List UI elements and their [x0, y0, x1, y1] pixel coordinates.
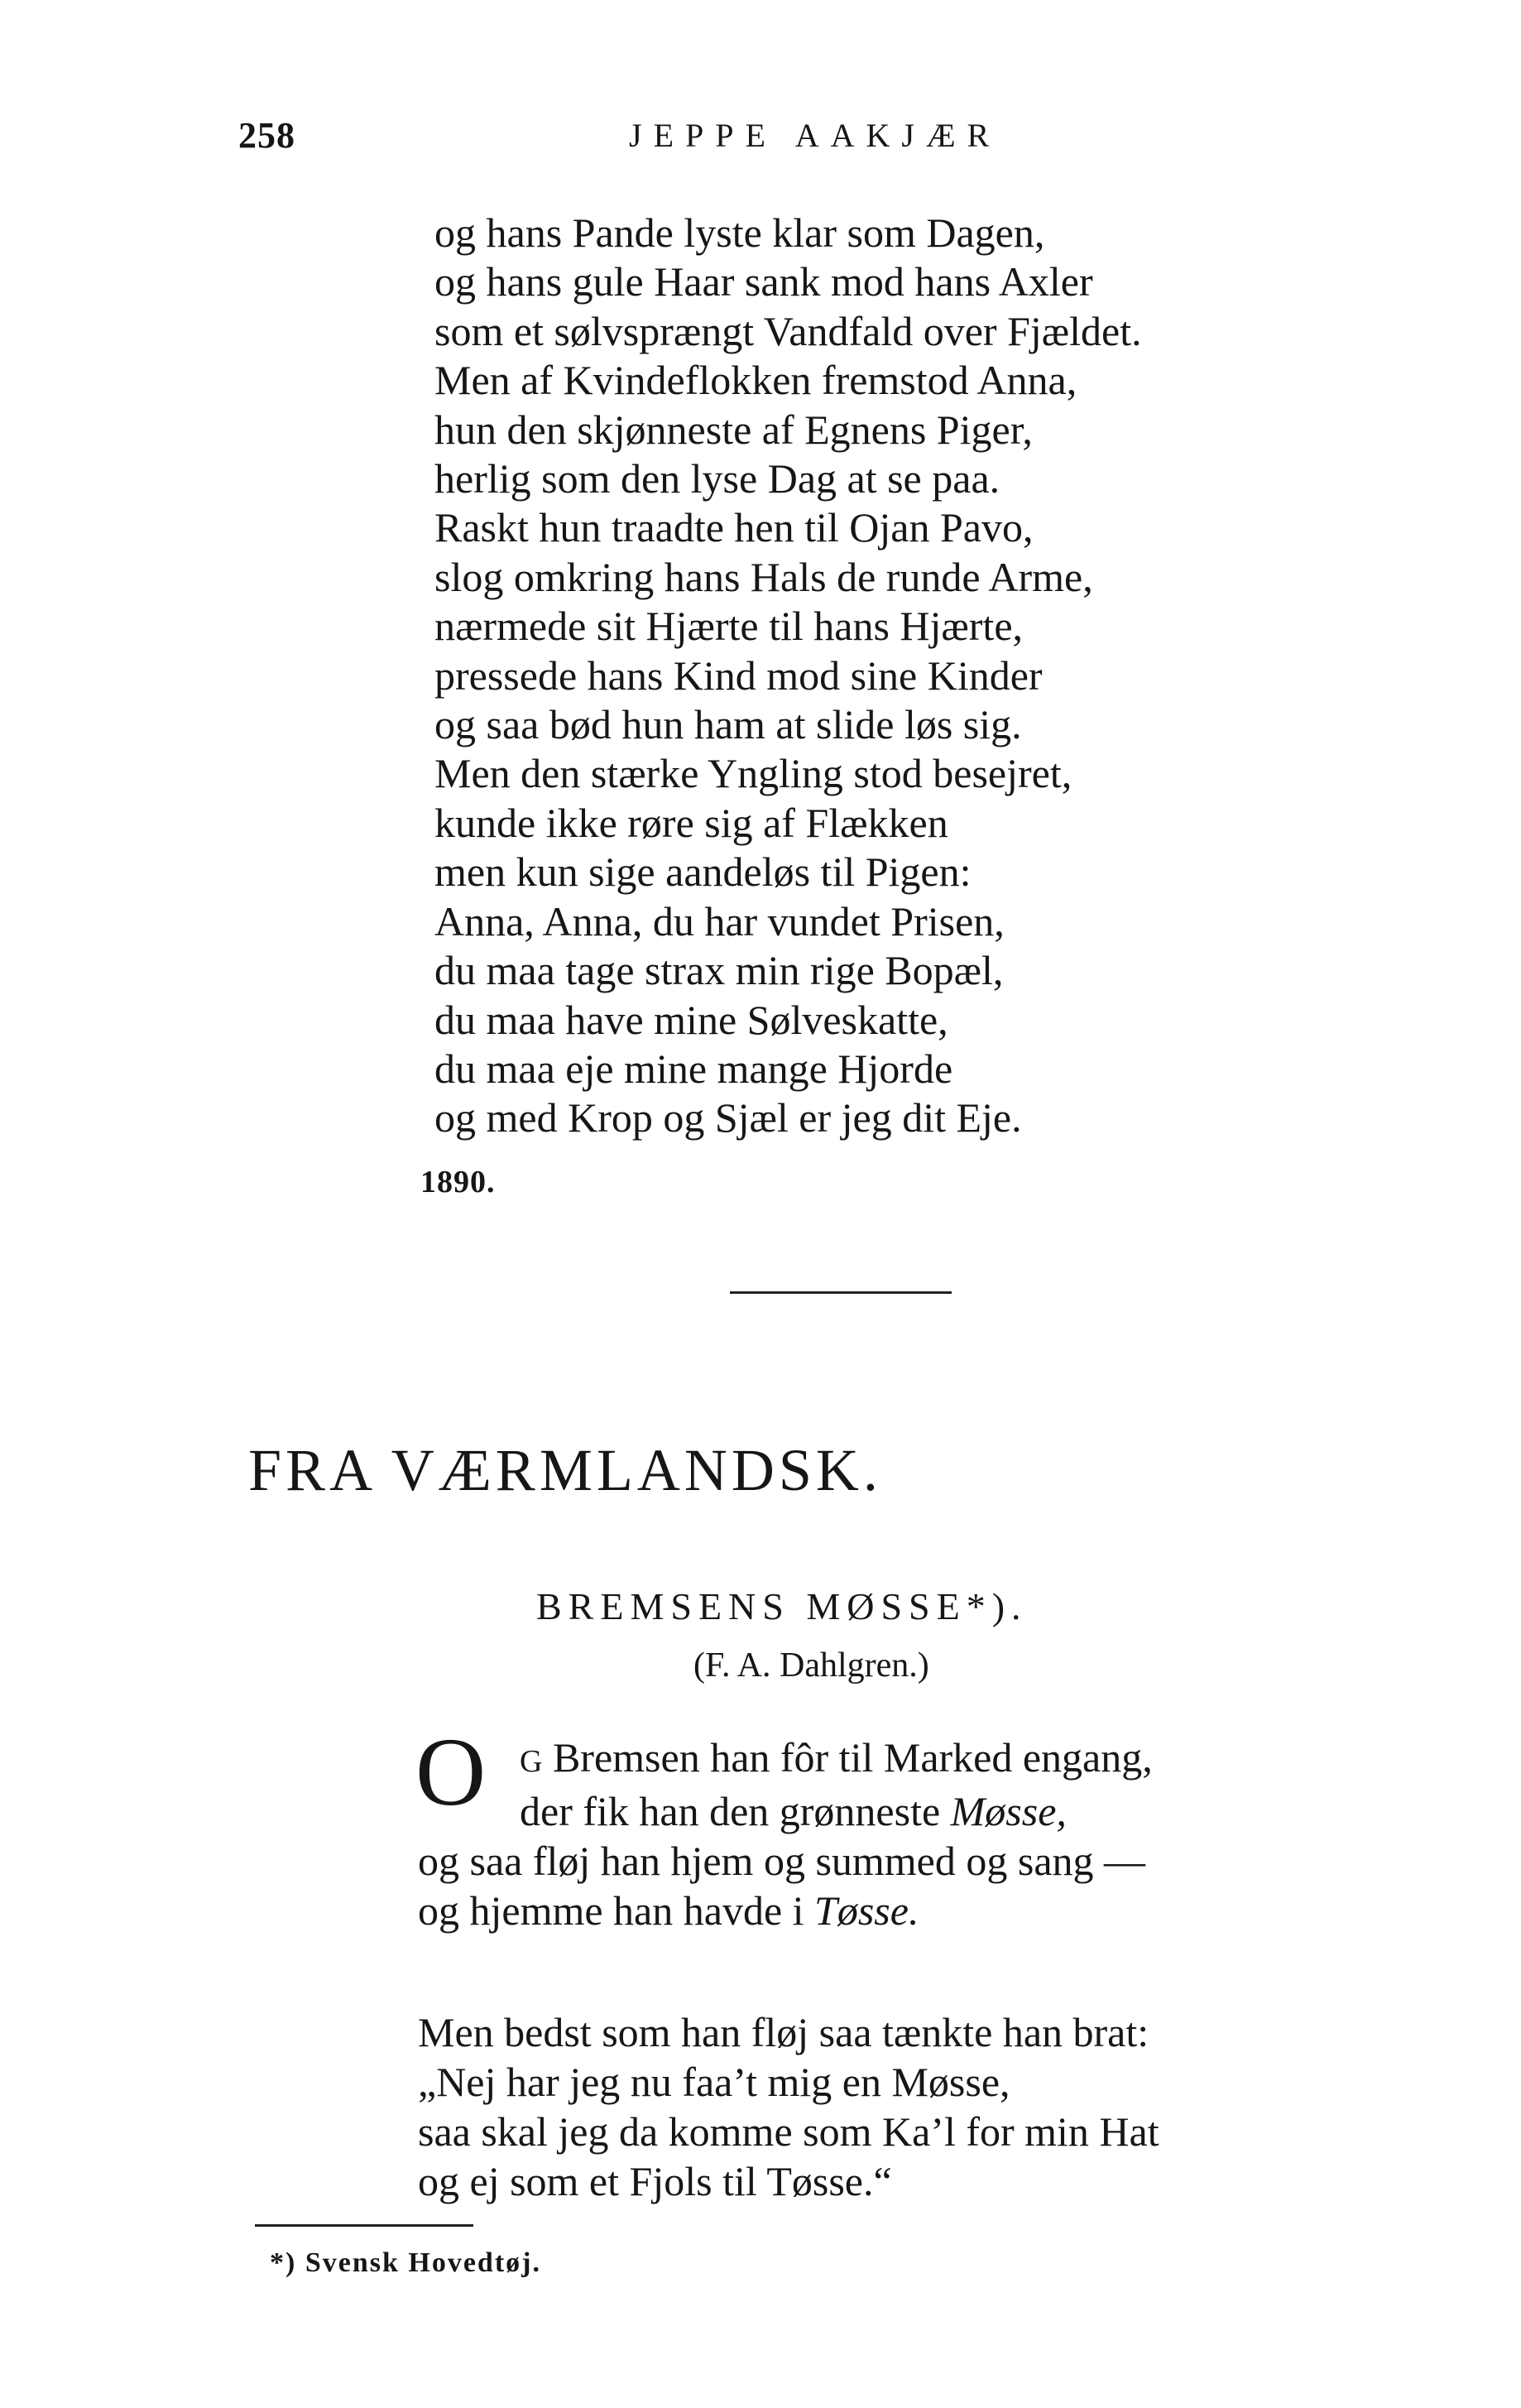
line-text: og hjemme han havde i	[418, 1887, 815, 1934]
footnote-rule	[255, 2224, 473, 2227]
poem-continuation	[434, 209, 1378, 1143]
running-head: JEPPE AAKJÆR	[629, 117, 1001, 154]
poem-line: Raskt hun traadte hen til Ojan Pavo,	[434, 504, 1034, 551]
italic-word: Møsse,	[950, 1788, 1067, 1834]
poem-line: pressede hans Kind mod sine Kinder	[434, 651, 1043, 699]
poem-line: hun den skjønneste af Egnens Piger,	[434, 406, 1033, 453]
poem-line: slog omkring hans Hals de runde Arme,	[434, 553, 1093, 600]
poem-line: som et sølvsprængt Vandfald over Fjældet.	[434, 307, 1142, 354]
poem-line: saa skal jeg da komme som Ka’l for min Hat	[418, 2108, 1159, 2155]
poem-title: BREMSENS MØSSE*).	[536, 1585, 1028, 1627]
line-text: Bremsen han fôr til Marked engang,	[542, 1734, 1153, 1781]
poem-line	[418, 1886, 1411, 1935]
poem-line: og med Krop og Sjæl er jeg dit Eje.	[434, 1094, 1022, 1142]
poem-line: Men af Kvindeflokken fremstod Anna,	[434, 357, 1077, 404]
poem-line: og ej som et Fjols til Tøsse.“	[418, 2158, 892, 2204]
poem-line: og hans gule Haar sank mod hans Axler	[434, 258, 1093, 305]
poem-line: „Nej har jeg nu faa’t mig en Møsse,	[418, 2059, 1010, 2105]
page-number: 258	[238, 115, 295, 156]
smallcap-letter: G	[520, 1744, 543, 1779]
line-text: der fik han den grønneste	[520, 1788, 951, 1834]
section-title: FRA VÆRMLANDSK.	[248, 1437, 882, 1503]
poem-author: (F. A. Dahlgren.)	[693, 1646, 929, 1685]
poem-line: nærmede sit Hjærte til hans Hjærte,	[434, 603, 1024, 650]
poem-line: Anna, Anna, du har vundet Prisen,	[434, 897, 1005, 944]
poem-line: kunde ikke røre sig af Flækken	[434, 799, 948, 846]
poem-year: 1890.	[420, 1165, 496, 1199]
poem-line	[418, 1733, 1411, 1786]
poem-line: Men den stærke Yngling stod besejret,	[434, 750, 1072, 797]
italic-word: Tøsse.	[814, 1887, 919, 1934]
poem-line	[418, 1786, 1411, 1836]
poem-line: og saa bød hun ham at slide løs sig.	[434, 701, 1022, 748]
stanza-2	[418, 2007, 1411, 2206]
poem-line: du maa tage strax min rige Bopæl,	[434, 947, 1004, 994]
poem-line: du maa have mine Sølveskatte,	[434, 996, 948, 1043]
poem-line: herlig som den lyse Dag at se paa.	[434, 455, 1000, 502]
stanza-1	[418, 1733, 1411, 1935]
drop-cap: O	[415, 1718, 487, 1826]
poem-line: du maa eje mine mange Hjorde	[434, 1045, 953, 1092]
poem-line: Men bedst som han fløj saa tænkte han brat:	[418, 2009, 1149, 2055]
poem-line: men kun sige aandeløs til Pigen:	[434, 848, 972, 896]
footnote: *) Svensk Hovedtøj.	[270, 2247, 541, 2278]
poem-line: og saa fløj han hjem og summed og sang —	[418, 1838, 1146, 1884]
section-divider	[730, 1291, 952, 1294]
poem-line: og hans Pande lyste klar som Dagen,	[434, 209, 1045, 256]
